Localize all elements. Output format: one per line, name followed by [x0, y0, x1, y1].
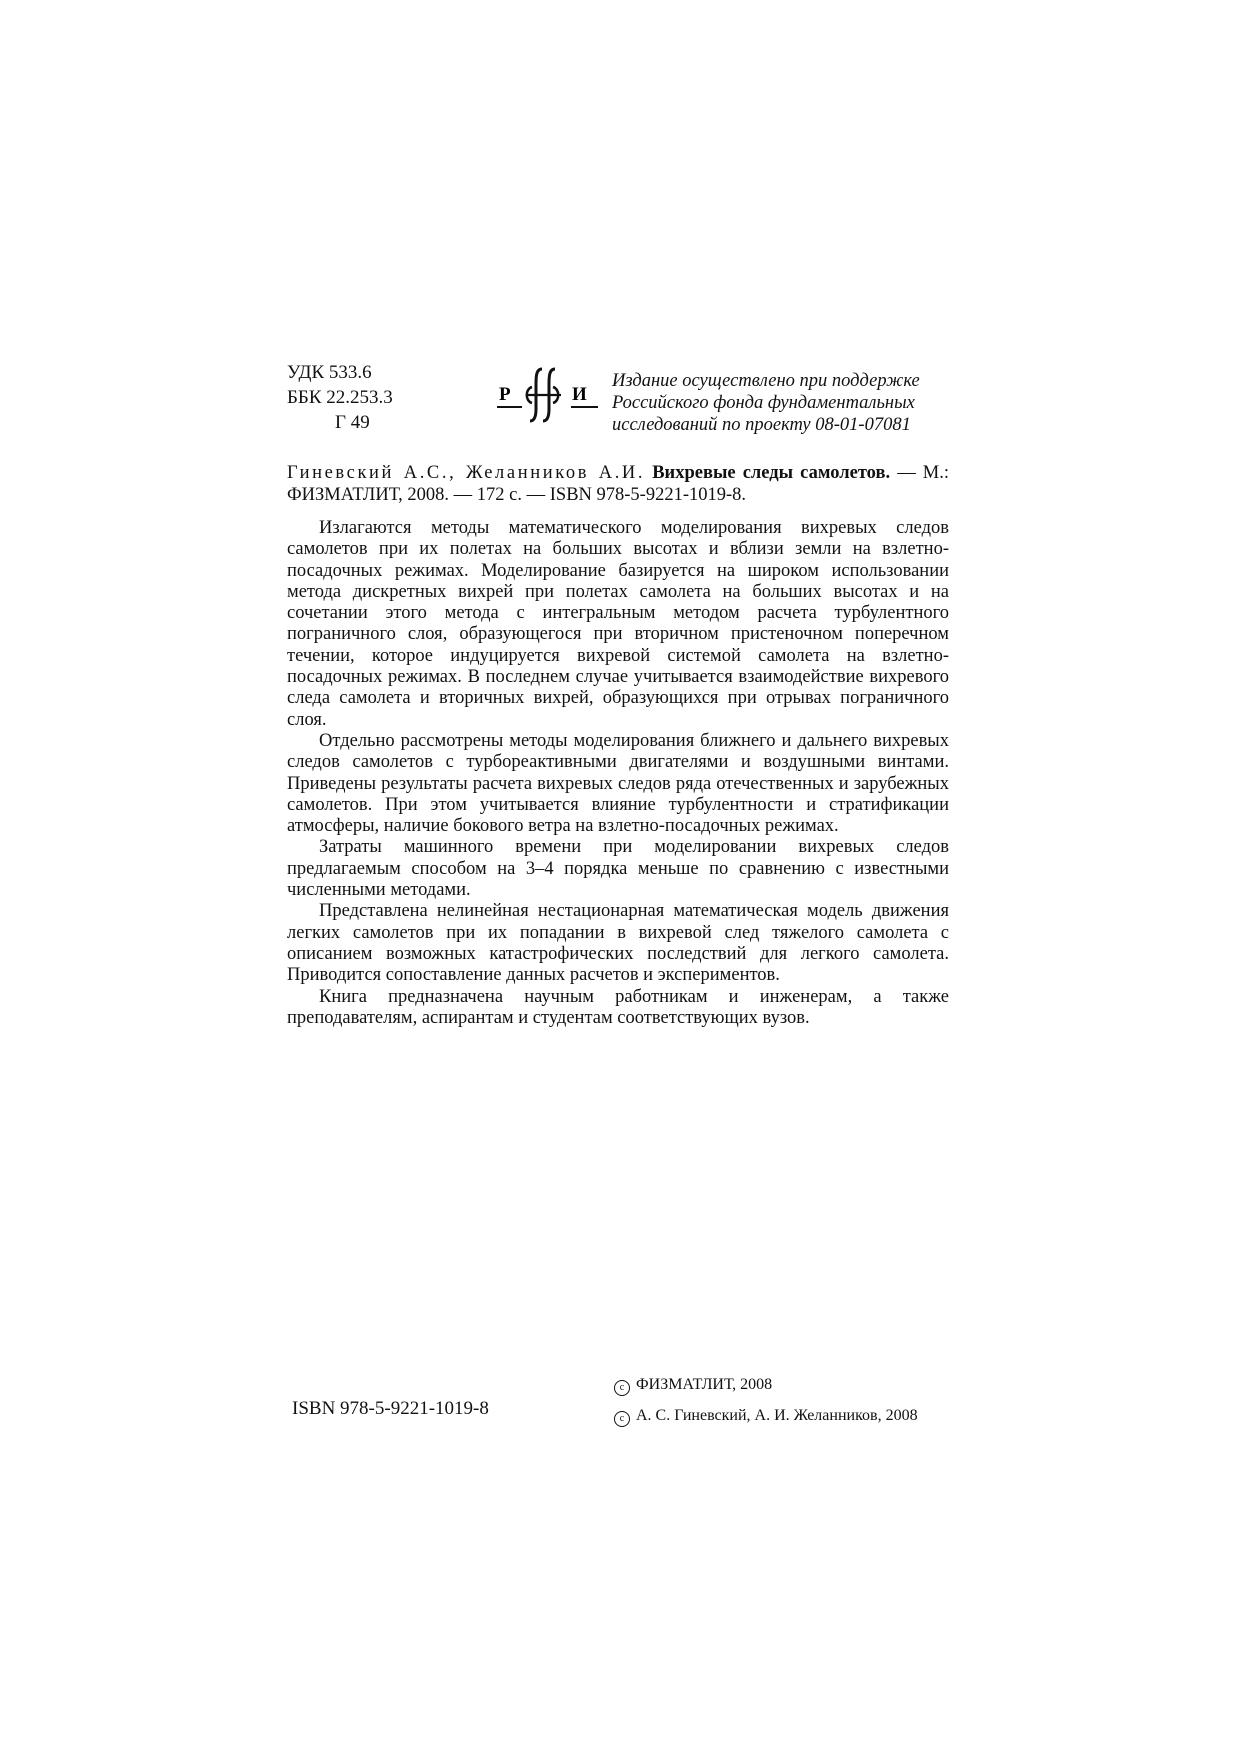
logo-letter-left: Р [499, 384, 511, 405]
udk-code: УДК 533.6 [287, 362, 372, 383]
grant-line-2: Российского фонда фундаментальных [612, 393, 915, 413]
abstract-paragraph-2: Отдельно рассмотрены методы моделирования ближнего и дальнего вихревых следов самолетов с турбореактивными двигателями и воздушными винтами. Приведены результаты расчета вихревых следов ряда отечественных и зарубежных самолетов. При этом учитывается влияние турбулентности и стратификации атмосферы, наличие бокового ветра на взлетно-посадочных режимах. [287, 730, 949, 837]
copyright-publisher-line [614, 1369, 918, 1400]
citation-imprint: — М.: ФИЗМАТЛИТ, 2008. — 172 с. — ISBN 978-5-9221-1019-8. [287, 463, 950, 505]
classification-codes [287, 360, 393, 435]
grant-line-1: Издание осуществлено при поддержке [612, 371, 920, 391]
citation-title: Вихревые следы самолетов. [652, 463, 891, 483]
copyright-publisher: ФИЗМАТЛИТ, 2008 [636, 1376, 773, 1393]
copyright-icon: c [614, 1411, 630, 1427]
isbn: ISBN 978-5-9221-1019-8 [292, 1398, 489, 1419]
author-mark: Г 49 [335, 412, 370, 433]
citation-authors: Гиневский А.С., Желанников А.И. [287, 463, 646, 483]
logo-letter-right: И [572, 384, 587, 405]
copyright-authors: А. С. Гиневский, А. И. Желанников, 2008 [636, 1407, 918, 1424]
rffi-logo-icon [495, 365, 601, 425]
abstract [287, 518, 949, 1029]
bbk-code: ББК 22.253.3 [287, 387, 393, 408]
copyright-block [614, 1369, 918, 1431]
abstract-paragraph-1: Излагаются методы математического моделирования вихревых следов самолетов при их полетах на больших высотах и вблизи земли на взлетно-посадочных режимах. Моделирование базируется на широком использовании метода дискретных вихрей при полетах самолета на больших высотах и на сочетании этого метода с интегральным методом расчета турбулентного пограничного слоя, образующегося при вторичном пристеночном поперечном течении, которое индуцируется вихревой системой самолета на взлетно-посадочных режимах. В последнем случае учитывается взаимодействие вихревого следа самолета и вторичных вихрей, образующихся при отрывах пограничного слоя. [287, 518, 949, 730]
copyright-authors-line [614, 1400, 918, 1431]
abstract-paragraph-4: Представлена нелинейная нестационарная математическая модель движения легких самолетов при их попадании в вихревой след тяжелого самолета с описанием возможных катастрофических последствий для легкого самолета. Приводится сопоставление данных расчетов и экспериментов. [287, 901, 949, 986]
grant-line-3: исследований по проекту 08-01-07081 [612, 415, 911, 435]
grant-note [612, 370, 952, 436]
abstract-paragraph-5: Книга предназначена научным работникам и инженерам, а также преподавателям, аспирантам и студентам соответствующих вузов. [287, 986, 949, 1028]
bibliographic-citation [287, 462, 949, 506]
copyright-icon: c [614, 1380, 630, 1396]
abstract-paragraph-3: Затраты машинного времени при моделировании вихревых следов предлагаемым способом на 3–4 порядка меньше по сравнению с известными численными методами. [287, 837, 949, 901]
